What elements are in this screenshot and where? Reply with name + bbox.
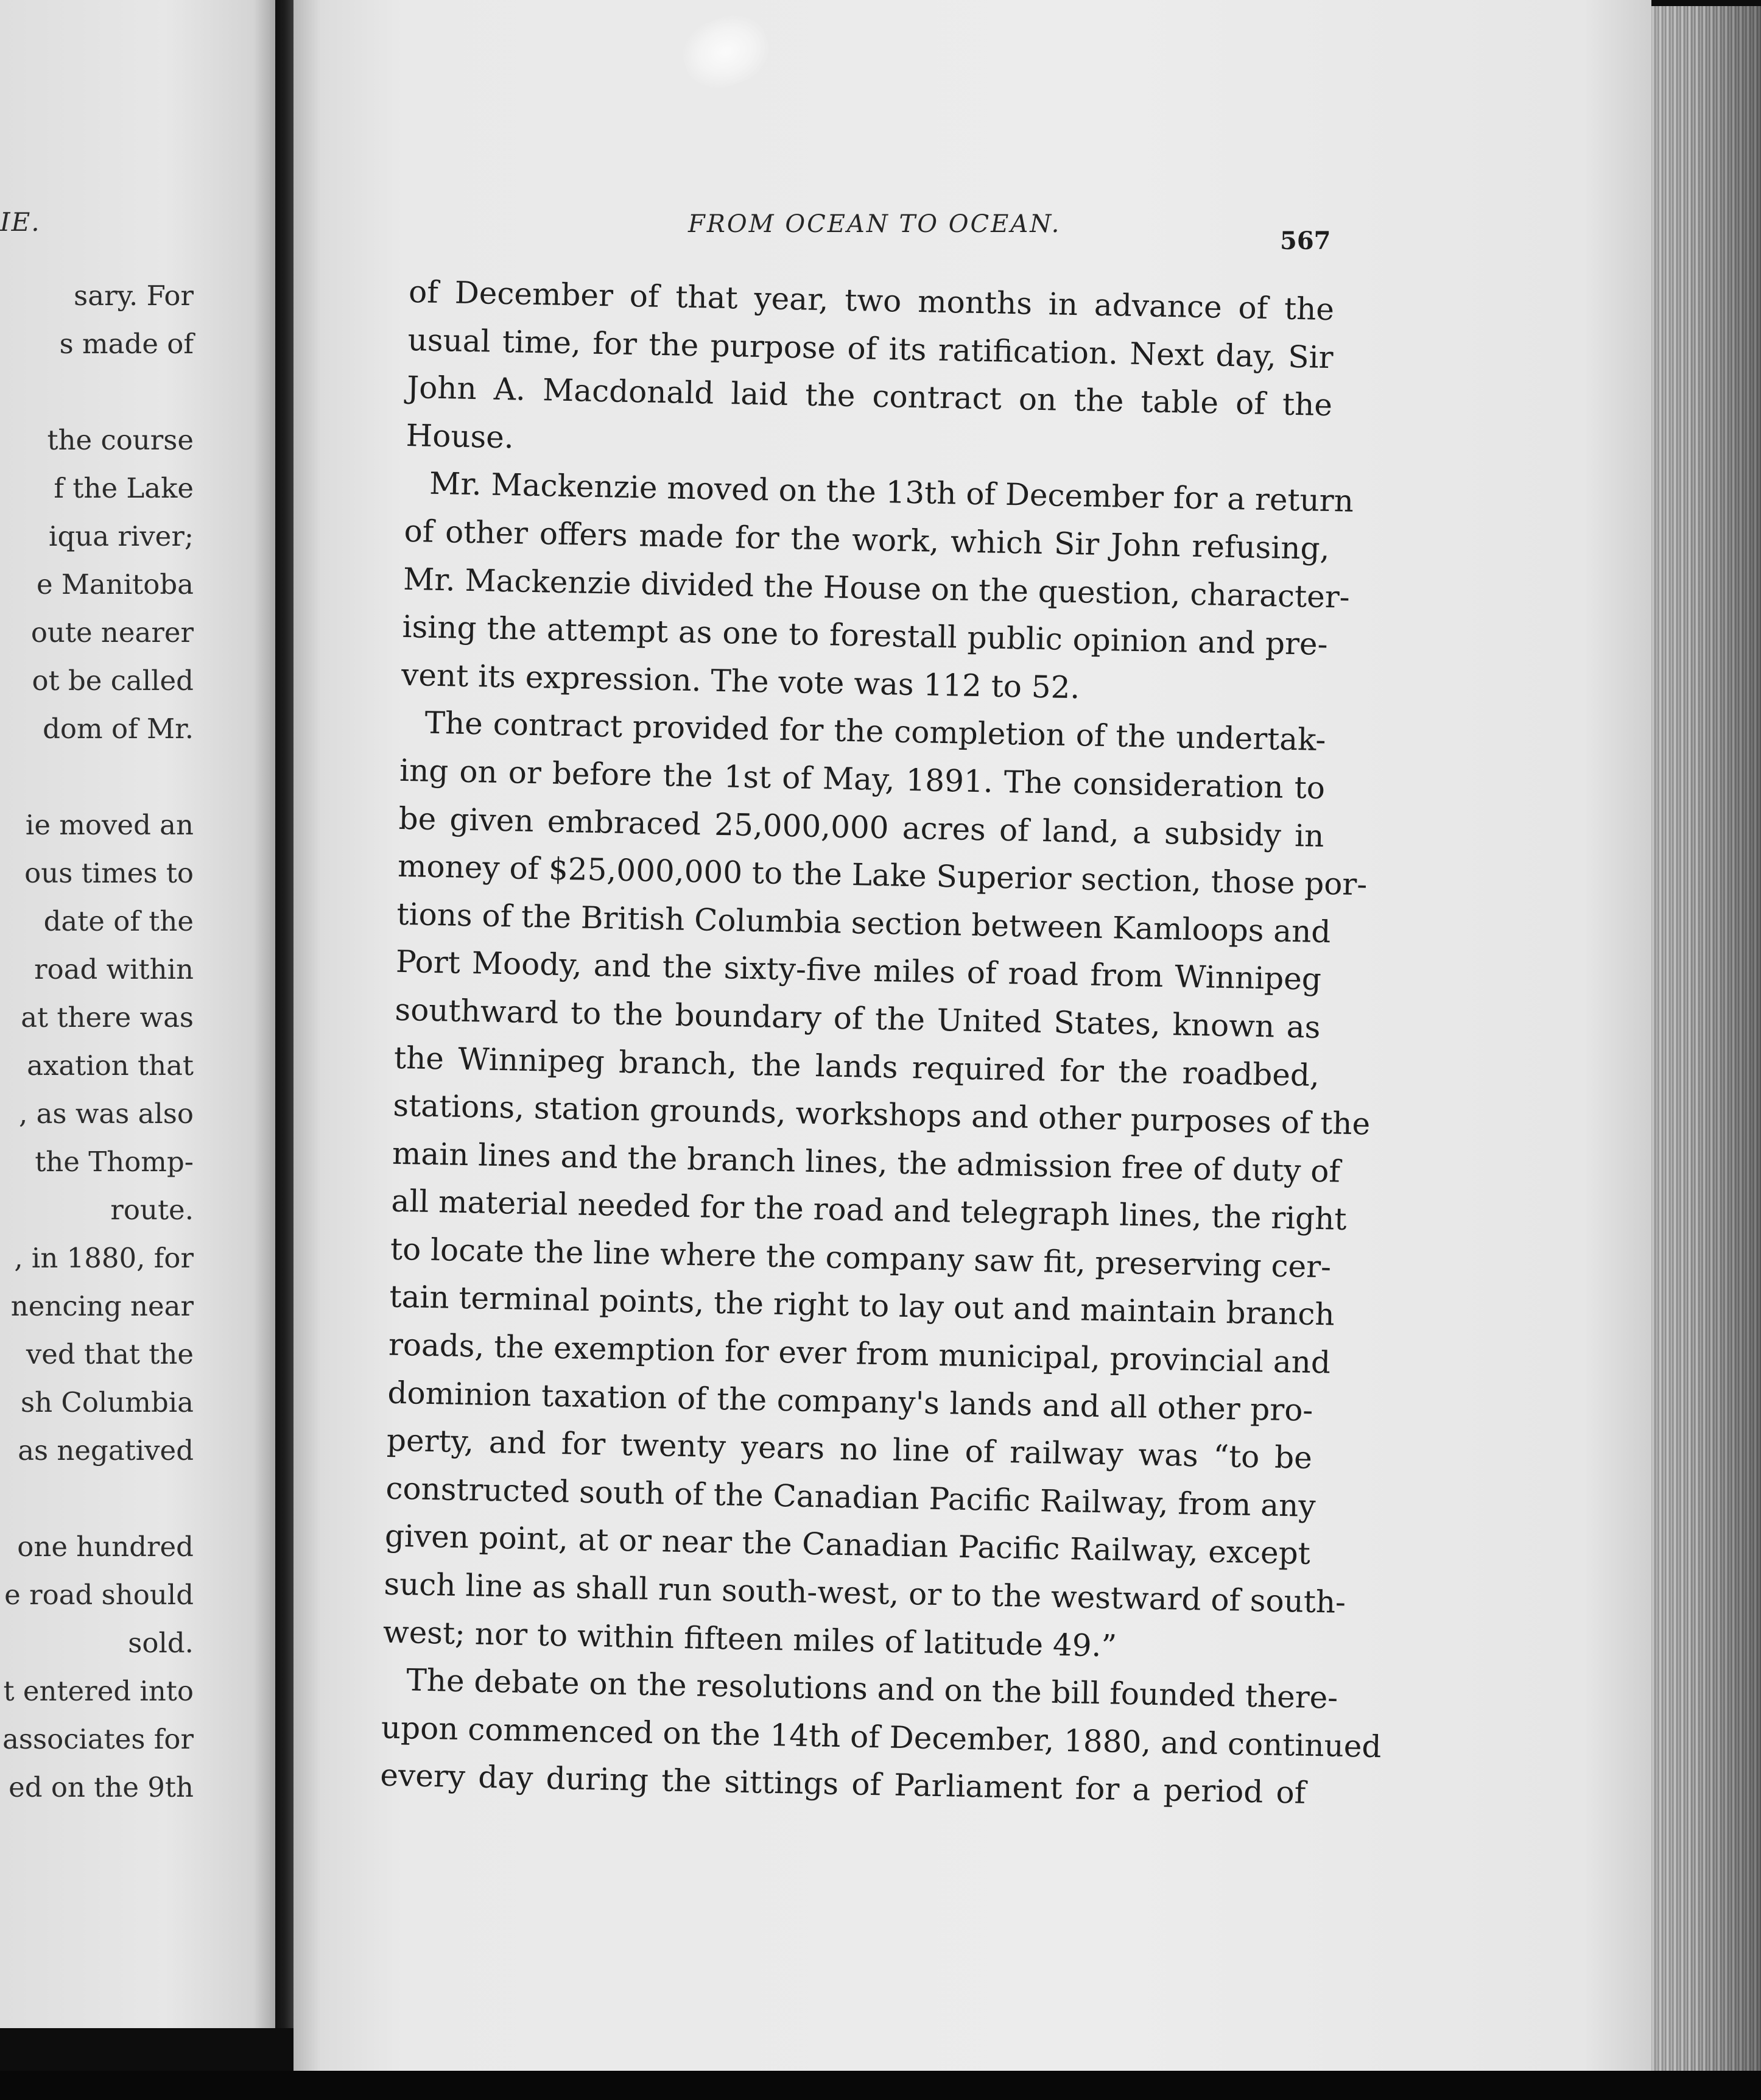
left-page-text <box>0 272 194 1811</box>
page-number: 567 <box>1280 227 1331 255</box>
left-line: sary. For <box>74 280 194 312</box>
text-line: of other offers made for the work, which Sir John refusing, <box>404 513 1330 567</box>
text-line: roads, the exemption for ever from municipal, provincial and <box>388 1327 1331 1381</box>
text-line: of December of that year, two months in advance of the <box>408 273 1335 328</box>
text-line: Mr. Mackenzie divided the House on the question, character- <box>402 561 1351 615</box>
text-line: money of $25,000,000 to the Lake Superior section, those por- <box>397 848 1368 903</box>
text-line: be given embraced 25,000,000 acres of land, a subsidy in <box>398 800 1324 854</box>
text-line: to locate the line where the company saw fit, preserving cer- <box>390 1231 1332 1285</box>
fore-edge-shadow <box>1651 6 1761 2071</box>
left-line: the Thomp- <box>35 1146 194 1178</box>
left-page <box>0 0 275 2028</box>
right-page <box>294 0 1651 2071</box>
left-line: date of the <box>43 905 194 937</box>
left-line: axation that <box>27 1049 194 1082</box>
text-line: ising the attempt as one to forestall public opinion and pre- <box>402 609 1328 663</box>
text-line: southward to the boundary of the United States, known as <box>395 992 1321 1045</box>
left-line: oute nearer <box>30 616 194 649</box>
text-line: The contract provided for the completion of the undertak- <box>424 705 1326 758</box>
left-line: iqua river; <box>49 520 194 552</box>
text-line: all material needed for the road and telegraph lines, the right <box>391 1183 1347 1238</box>
text-line: tions of the British Columbia section between Kamloops and <box>396 896 1331 950</box>
left-line: dom of Mr. <box>43 713 194 745</box>
left-line <box>0 1475 194 1523</box>
left-line: t entered into <box>3 1675 194 1707</box>
text-line: John A. Macdonald laid the contract on the table of the <box>406 370 1333 423</box>
text-line: perty, and for twenty years no line of railway was “to be <box>386 1422 1313 1476</box>
text-line: every day during the sittings of Parliament for a period of <box>379 1757 1306 1811</box>
text-line: Port Moody, and the sixty-five miles of road from Winnipeg <box>395 944 1322 998</box>
left-line <box>0 753 194 801</box>
left-line: e road should <box>4 1579 194 1611</box>
left-line: road within <box>34 953 194 985</box>
text-line: ing on or before the 1st of May, 1891. The consideration to <box>399 752 1326 806</box>
scan-background <box>0 2071 1761 2100</box>
text-line: upon commenced on the 14th of December, 1880, and continued <box>381 1710 1382 1764</box>
left-line: ved that the <box>26 1338 194 1370</box>
text-line: House. <box>406 417 515 456</box>
left-line: the course <box>47 424 194 456</box>
left-line: one hundred <box>17 1531 194 1563</box>
left-line: s made of <box>59 328 194 360</box>
left-line: sh Columbia <box>21 1386 194 1418</box>
body-text <box>379 268 1382 1817</box>
text-line: constructed south of the Canadian Pacific Railway, from any <box>385 1470 1316 1524</box>
text-line: such line as shall run south-west, or to the westward of south- <box>383 1566 1346 1620</box>
left-line: e Manitoba <box>36 568 194 601</box>
left-line: , in 1880, for <box>14 1242 194 1274</box>
left-line <box>0 368 194 416</box>
left-line: ot be called <box>32 664 194 697</box>
left-line: ous times to <box>24 857 194 889</box>
text-line: dominion taxation of the company's lands and all other pro- <box>387 1375 1313 1428</box>
left-line: f the Lake <box>54 472 194 504</box>
left-line: at there was <box>21 1001 194 1034</box>
left-line: as negatived <box>18 1434 194 1467</box>
text-line: usual time, for the purpose of its ratification. Next day, Sir <box>407 322 1334 375</box>
running-head: FROM OCEAN TO OCEAN. <box>688 210 1061 238</box>
text-line: the Winnipeg branch, the lands required for the roadbed, <box>393 1040 1320 1093</box>
left-line: ed on the 9th <box>9 1771 194 1803</box>
text-line: main lines and the branch lines, the admission free of duty of <box>392 1135 1341 1189</box>
left-line: associates for <box>2 1723 194 1755</box>
text-line: The debate on the resolutions and on the bill founded there- <box>406 1662 1338 1716</box>
text-line: vent its expression. The vote was 112 to 52. <box>401 657 1080 706</box>
left-line: ie moved an <box>25 809 194 841</box>
text-line: given point, at or near the Canadian Pacific Railway, except <box>384 1518 1311 1572</box>
left-line: sold. <box>128 1627 194 1659</box>
text-line: west; nor to within fifteen miles of latitude 49.” <box>382 1614 1117 1664</box>
left-line: , as was also <box>19 1098 194 1130</box>
paper-damage-spot <box>674 5 777 97</box>
left-line: route. <box>110 1194 194 1226</box>
book-gutter <box>275 0 294 2028</box>
text-line: tain terminal points, the right to lay out and maintain branch <box>389 1279 1335 1333</box>
text-line: stations, station grounds, workshops and other purposes of the <box>393 1087 1371 1142</box>
text-line: Mr. Mackenzie moved on the 13th of December for a return <box>429 466 1354 520</box>
left-line: nencing near <box>10 1290 194 1322</box>
left-running-head: IE. <box>0 207 41 237</box>
